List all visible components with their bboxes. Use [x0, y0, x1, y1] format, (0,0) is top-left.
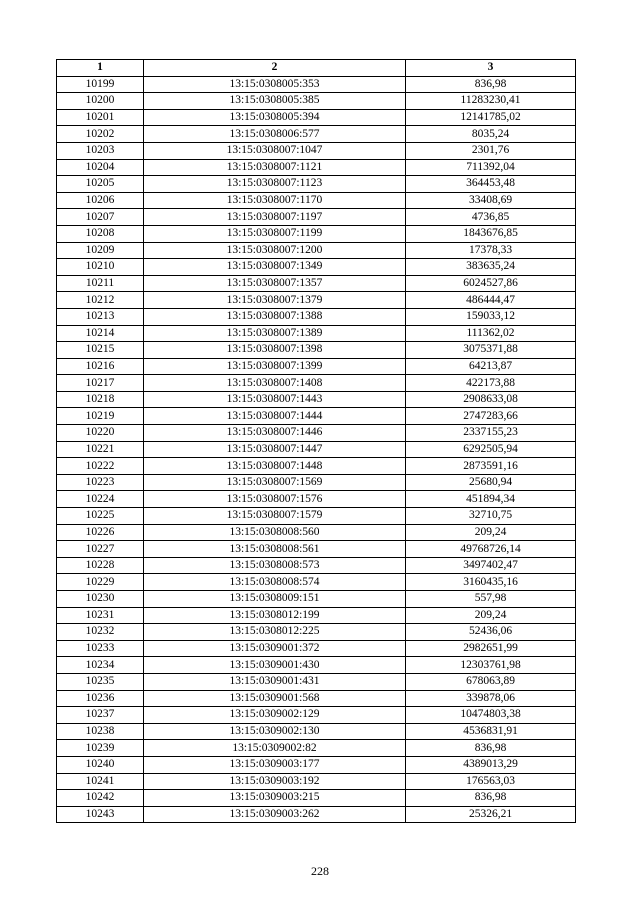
- column-header-1: 1: [57, 60, 144, 77]
- table-row: [57, 773, 576, 790]
- table-header: [57, 60, 576, 77]
- table-row: [57, 375, 576, 392]
- cadastral-number-cell: 13:15:0308005:353: [144, 76, 406, 93]
- cadastral-number-cell: 13:15:0308007:1357: [144, 275, 406, 292]
- table-row: [57, 126, 576, 143]
- table-row: [57, 707, 576, 724]
- value-cell: 25326,21: [406, 806, 576, 823]
- row-number-cell: 10240: [57, 756, 144, 773]
- cadastral-number-cell: 13:15:0308007:1448: [144, 458, 406, 475]
- page-number: 228: [311, 864, 329, 878]
- cadastral-number-cell: 13:15:0308007:1443: [144, 391, 406, 408]
- row-number-cell: 10214: [57, 325, 144, 342]
- row-number-cell: 10227: [57, 541, 144, 558]
- cadastral-number-cell: 13:15:0308007:1121: [144, 159, 406, 176]
- row-number-cell: 10209: [57, 242, 144, 259]
- table-row: [57, 740, 576, 757]
- cadastral-number-cell: 13:15:0309001:430: [144, 657, 406, 674]
- row-number-cell: 10215: [57, 342, 144, 359]
- table-row: [57, 624, 576, 641]
- cadastral-number-cell: 13:15:0308007:1569: [144, 474, 406, 491]
- cadastral-number-cell: 13:15:0308012:199: [144, 607, 406, 624]
- table-row: [57, 109, 576, 126]
- row-number-cell: 10230: [57, 591, 144, 608]
- table-row: [57, 508, 576, 525]
- table-row: [57, 209, 576, 226]
- cadastral-number-cell: 13:15:0309001:431: [144, 673, 406, 690]
- table-body: [57, 76, 576, 823]
- cadastral-number-cell: 13:15:0308007:1444: [144, 408, 406, 425]
- row-number-cell: 10199: [57, 76, 144, 93]
- value-cell: 383635,24: [406, 259, 576, 276]
- value-cell: 159033,12: [406, 308, 576, 325]
- value-cell: 2301,76: [406, 142, 576, 159]
- row-number-cell: 10233: [57, 640, 144, 657]
- cadastral-number-cell: 13:15:0309003:262: [144, 806, 406, 823]
- table-row: [57, 425, 576, 442]
- value-cell: 2873591,16: [406, 458, 576, 475]
- row-number-cell: 10234: [57, 657, 144, 674]
- table-row: [57, 657, 576, 674]
- row-number-cell: 10205: [57, 176, 144, 193]
- row-number-cell: 10218: [57, 391, 144, 408]
- value-cell: 4736,85: [406, 209, 576, 226]
- table-row: [57, 441, 576, 458]
- row-number-cell: 10211: [57, 275, 144, 292]
- cadastral-number-cell: 13:15:0308008:561: [144, 541, 406, 558]
- column-header-2: 2: [144, 60, 406, 77]
- table-row: [57, 259, 576, 276]
- table-row: [57, 93, 576, 110]
- row-number-cell: 10231: [57, 607, 144, 624]
- cadastral-number-cell: 13:15:0308008:560: [144, 524, 406, 541]
- cadastral-number-cell: 13:15:0308005:385: [144, 93, 406, 110]
- row-number-cell: 10220: [57, 425, 144, 442]
- row-number-cell: 10242: [57, 790, 144, 807]
- row-number-cell: 10237: [57, 707, 144, 724]
- value-cell: 209,24: [406, 607, 576, 624]
- table-row: [57, 225, 576, 242]
- table-row: [57, 591, 576, 608]
- row-number-cell: 10243: [57, 806, 144, 823]
- row-number-cell: 10222: [57, 458, 144, 475]
- table-row: [57, 673, 576, 690]
- row-number-cell: 10232: [57, 624, 144, 641]
- cadastral-number-cell: 13:15:0308007:1398: [144, 342, 406, 359]
- table-row: [57, 176, 576, 193]
- value-cell: 32710,75: [406, 508, 576, 525]
- cadastral-number-cell: 13:15:0308007:1349: [144, 259, 406, 276]
- value-cell: 339878,06: [406, 690, 576, 707]
- cadastral-number-cell: 13:15:0308008:573: [144, 557, 406, 574]
- table-row: [57, 607, 576, 624]
- value-cell: 451894,34: [406, 491, 576, 508]
- row-number-cell: 10212: [57, 292, 144, 309]
- cadastral-number-cell: 13:15:0308007:1408: [144, 375, 406, 392]
- table-row: [57, 756, 576, 773]
- row-number-cell: 10216: [57, 358, 144, 375]
- value-cell: 711392,04: [406, 159, 576, 176]
- table-row: [57, 723, 576, 740]
- table-row: [57, 408, 576, 425]
- table-row: [57, 790, 576, 807]
- table-row: [57, 557, 576, 574]
- row-number-cell: 10213: [57, 308, 144, 325]
- table-row: [57, 358, 576, 375]
- cadastral-number-cell: 13:15:0308007:1447: [144, 441, 406, 458]
- table-row: [57, 574, 576, 591]
- row-number-cell: 10207: [57, 209, 144, 226]
- row-number-cell: 10208: [57, 225, 144, 242]
- value-cell: 3497402,47: [406, 557, 576, 574]
- value-cell: 4389013,29: [406, 756, 576, 773]
- row-number-cell: 10229: [57, 574, 144, 591]
- value-cell: 1843676,85: [406, 225, 576, 242]
- value-cell: 25680,94: [406, 474, 576, 491]
- cadastral-number-cell: 13:15:0308008:574: [144, 574, 406, 591]
- table-row: [57, 806, 576, 823]
- value-cell: 836,98: [406, 740, 576, 757]
- row-number-cell: 10200: [57, 93, 144, 110]
- table-row: [57, 192, 576, 209]
- value-cell: 3160435,16: [406, 574, 576, 591]
- cadastral-number-cell: 13:15:0308007:1389: [144, 325, 406, 342]
- row-number-cell: 10236: [57, 690, 144, 707]
- value-cell: 49768726,14: [406, 541, 576, 558]
- cadastral-number-cell: 13:15:0308007:1388: [144, 308, 406, 325]
- value-cell: 111362,02: [406, 325, 576, 342]
- cadastral-number-cell: 13:15:0308007:1170: [144, 192, 406, 209]
- row-number-cell: 10239: [57, 740, 144, 757]
- table-row: [57, 541, 576, 558]
- cadastral-number-cell: 13:15:0308007:1123: [144, 176, 406, 193]
- row-number-cell: 10201: [57, 109, 144, 126]
- value-cell: 176563,03: [406, 773, 576, 790]
- cadastral-number-cell: 13:15:0309001:568: [144, 690, 406, 707]
- value-cell: 12303761,98: [406, 657, 576, 674]
- row-number-cell: 10224: [57, 491, 144, 508]
- value-cell: 2908633,08: [406, 391, 576, 408]
- table-row: [57, 142, 576, 159]
- cadastral-number-cell: 13:15:0308007:1379: [144, 292, 406, 309]
- column-header-3: 3: [406, 60, 576, 77]
- cadastral-number-cell: 13:15:0308005:394: [144, 109, 406, 126]
- value-cell: 836,98: [406, 790, 576, 807]
- table-row: [57, 159, 576, 176]
- value-cell: 64213,87: [406, 358, 576, 375]
- value-cell: 422173,88: [406, 375, 576, 392]
- row-number-cell: 10241: [57, 773, 144, 790]
- table-row: [57, 474, 576, 491]
- cadastral-number-cell: 13:15:0309003:177: [144, 756, 406, 773]
- value-cell: 2982651,99: [406, 640, 576, 657]
- value-cell: 486444,47: [406, 292, 576, 309]
- cadastral-number-cell: 13:15:0308012:225: [144, 624, 406, 641]
- cadastral-number-cell: 13:15:0309003:215: [144, 790, 406, 807]
- cadastral-number-cell: 13:15:0308009:151: [144, 591, 406, 608]
- cadastral-number-cell: 13:15:0309001:372: [144, 640, 406, 657]
- value-cell: 52436,06: [406, 624, 576, 641]
- cadastral-number-cell: 13:15:0308007:1579: [144, 508, 406, 525]
- table-row: [57, 458, 576, 475]
- cadastral-number-cell: 13:15:0308006:577: [144, 126, 406, 143]
- row-number-cell: 10217: [57, 375, 144, 392]
- cadastral-number-cell: 13:15:0308007:1576: [144, 491, 406, 508]
- value-cell: 10474803,38: [406, 707, 576, 724]
- table-row: [57, 275, 576, 292]
- data-table: [56, 59, 576, 823]
- value-cell: 836,98: [406, 76, 576, 93]
- value-cell: 3075371,88: [406, 342, 576, 359]
- cadastral-number-cell: 13:15:0308007:1199: [144, 225, 406, 242]
- row-number-cell: 10228: [57, 557, 144, 574]
- value-cell: 6292505,94: [406, 441, 576, 458]
- table-row: [57, 342, 576, 359]
- value-cell: 678063,89: [406, 673, 576, 690]
- row-number-cell: 10225: [57, 508, 144, 525]
- cadastral-number-cell: 13:15:0308007:1047: [144, 142, 406, 159]
- value-cell: 2747283,66: [406, 408, 576, 425]
- cadastral-number-cell: 13:15:0309002:129: [144, 707, 406, 724]
- cadastral-number-cell: 13:15:0308007:1197: [144, 209, 406, 226]
- value-cell: 557,98: [406, 591, 576, 608]
- table-row: [57, 308, 576, 325]
- row-number-cell: 10226: [57, 524, 144, 541]
- table-row: [57, 524, 576, 541]
- value-cell: 6024527,86: [406, 275, 576, 292]
- value-cell: 11283230,41: [406, 93, 576, 110]
- table-row: [57, 640, 576, 657]
- row-number-cell: 10223: [57, 474, 144, 491]
- value-cell: 8035,24: [406, 126, 576, 143]
- cadastral-number-cell: 13:15:0309002:130: [144, 723, 406, 740]
- cadastral-number-cell: 13:15:0308007:1200: [144, 242, 406, 259]
- row-number-cell: 10204: [57, 159, 144, 176]
- row-number-cell: 10219: [57, 408, 144, 425]
- row-number-cell: 10210: [57, 259, 144, 276]
- cadastral-number-cell: 13:15:0309003:192: [144, 773, 406, 790]
- value-cell: 12141785,02: [406, 109, 576, 126]
- row-number-cell: 10206: [57, 192, 144, 209]
- value-cell: 209,24: [406, 524, 576, 541]
- cadastral-number-cell: 13:15:0308007:1446: [144, 425, 406, 442]
- table-row: [57, 391, 576, 408]
- value-cell: 33408,69: [406, 192, 576, 209]
- row-number-cell: 10235: [57, 673, 144, 690]
- table-row: [57, 690, 576, 707]
- value-cell: 2337155,23: [406, 425, 576, 442]
- table-row: [57, 292, 576, 309]
- value-cell: 364453,48: [406, 176, 576, 193]
- table-row: [57, 491, 576, 508]
- cadastral-number-cell: 13:15:0309002:82: [144, 740, 406, 757]
- value-cell: 17378,33: [406, 242, 576, 259]
- row-number-cell: 10221: [57, 441, 144, 458]
- header-row: [57, 60, 576, 77]
- table-row: [57, 76, 576, 93]
- value-cell: 4536831,91: [406, 723, 576, 740]
- table-row: [57, 325, 576, 342]
- cadastral-number-cell: 13:15:0308007:1399: [144, 358, 406, 375]
- row-number-cell: 10238: [57, 723, 144, 740]
- table-row: [57, 242, 576, 259]
- row-number-cell: 10203: [57, 142, 144, 159]
- row-number-cell: 10202: [57, 126, 144, 143]
